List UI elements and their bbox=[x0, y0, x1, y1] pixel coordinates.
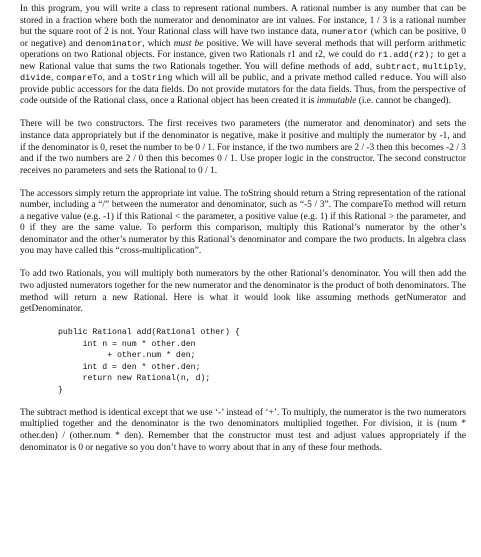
text: . You will also provide public accessors for the data fields. Do not provide mutators for the data fields. Thus, from the perspective of code outside of the Rational class, once a Rational object has been created it is bbox=[20, 73, 467, 107]
arithmetic-paragraph: The subtract method is identical except that we use ‘-’ instead of ‘+’. To multiply, the numerator is the two numerators multiplied together and the denominator is the two denominators multiplied together. For division, it is (num * other.den) / (other.num * den). Remember that the constructor must test and adjust values appropriately if the denominator is 0 or negative so you don’t have to worry about that in any of these four methods. bbox=[20, 407, 466, 453]
text: , bbox=[463, 61, 467, 72]
code-add-call: r1.add(r2); bbox=[377, 50, 435, 61]
code-add: add bbox=[354, 61, 370, 72]
text: , bbox=[50, 73, 57, 84]
code-tostring: toString bbox=[131, 73, 173, 84]
text: , bbox=[369, 61, 376, 72]
code-numerator: numerator bbox=[321, 27, 369, 38]
text: positive. We will have several methods that will perform arithmetic operations on two Rational objects. For instance, given two Rationals r1 and r2, we could do bbox=[20, 38, 466, 61]
code-compareto: compareTo bbox=[56, 73, 103, 84]
text: which will all be public, and a private method called bbox=[172, 73, 380, 84]
constructors-paragraph: There will be two constructors. The first receives two parameters (the numerator and denominator) and sets the instance data appropriately but if the denominator is negative, make it positive and multiply the numerator by -1, and if the denominator is 0, reset the number to be 0 / 1. For instance, if the two numbers are 2 / -3 then this becomes -2 / 3 and if the two numbers are 2 / 0 then this becomes 0 / 1. Use proper logic in the constructor. The second constructor receives no parameters and sets the Rational to 0 / 1. bbox=[20, 119, 466, 176]
code-multiply: multiply bbox=[422, 61, 464, 72]
code-listing: public Rational add(Rational other) { int n = num * other.den + other.num * den; int d = den * other.den; return new Rational(n, d); } bbox=[58, 328, 240, 395]
emphasis-immutable: immutable bbox=[316, 96, 357, 107]
code-divide: divide bbox=[20, 73, 51, 84]
text: , bbox=[416, 61, 423, 72]
add-paragraph: To add two Rationals, you will multiply both numerators by the other Rational’s denominator. You will then add the two adjusted numerators together for the new numerator and the denominator is the product of both denominators. The method will return a new Rational. Here is what it would look like assuming methods getNumerator and getDenominator. bbox=[20, 269, 466, 315]
text: In this program, you will write a class to represent rational numbers. A rational number is any number that can be stored in a fraction where both the numerator and denominator are int values. For instance, 1 / 3 is a rational number but the square root of 2 is not. Your Rational class will have two instance data, bbox=[20, 4, 466, 38]
code-reduce: reduce bbox=[379, 73, 411, 84]
text: , which bbox=[142, 38, 174, 49]
emphasis-must-be: must be bbox=[173, 38, 204, 49]
text: to get a new Rational value that sums the two Rationals together. You will define methods of bbox=[20, 50, 466, 72]
text: (i.e. cannot be changed). bbox=[356, 96, 451, 107]
intro-paragraph bbox=[20, 4, 466, 108]
accessors-paragraph: The accessors simply return the appropriate int value. The toString should return a String representation of the rational number, including a “/” between the numerator and denominator, such as “-5 / 3”. The compareTo method will return a negative value (e.g. -1) if this Rational < the parameter, a positive value (e.g. 1) if this Rational > the parameter, and 0 if they are the same value. To perform this comparison, multiply this Rational’s numerator by the other’s denominator and the other’s numerator by this Rational’s denominator and compare the two products. In algebra class you may have called this “cross-multiplication”. bbox=[20, 188, 466, 257]
code-denominator: denominator bbox=[85, 38, 143, 49]
text: (which can be positive, 0 or negative) and bbox=[20, 27, 466, 49]
text: , and a bbox=[102, 73, 132, 84]
document-page bbox=[20, 4, 466, 466]
code-subtract: subtract bbox=[375, 61, 417, 72]
